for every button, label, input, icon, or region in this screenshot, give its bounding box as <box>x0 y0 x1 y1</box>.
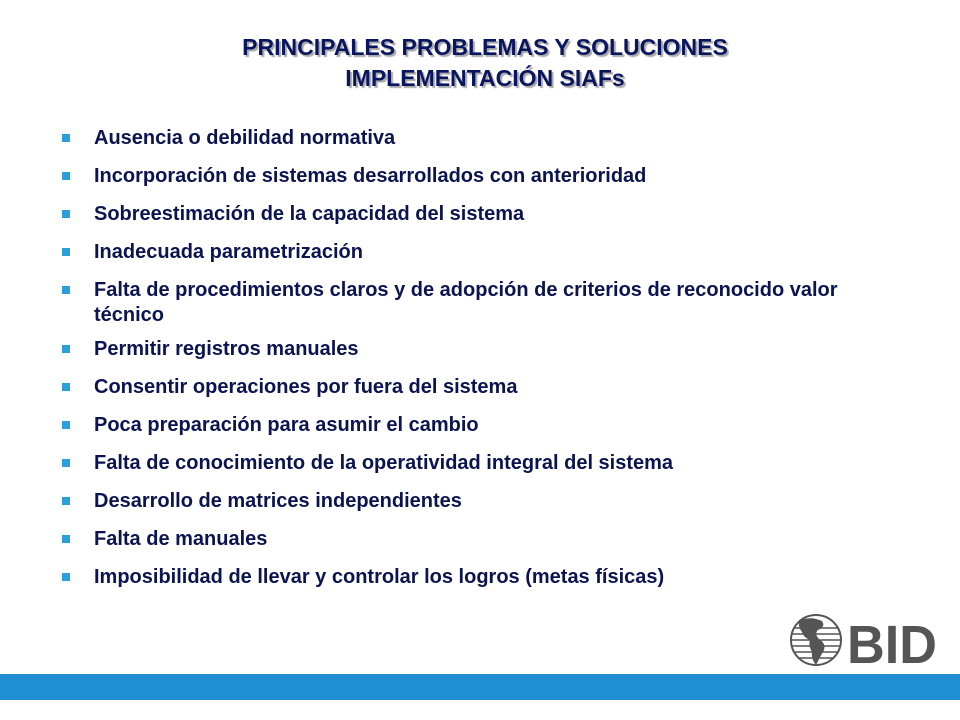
bullet-item <box>62 527 912 552</box>
square-bullet-icon <box>62 248 70 256</box>
bullet-text: Sobreestimación de la capacidad del sistema <box>94 203 525 225</box>
bullet-text: Falta de procedimientos claros y de adopción de criterios de reconocido valor técnico <box>94 279 838 326</box>
square-bullet-icon <box>62 421 70 429</box>
bullet-text: Inadecuada parametrización <box>94 241 363 263</box>
bid-logo <box>790 612 940 668</box>
logo-text: BID <box>847 615 937 668</box>
square-bullet-icon <box>62 497 70 505</box>
slide-title-line2: IMPLEMENTACIÓN SIAFs <box>345 65 625 91</box>
bottom-bar <box>0 674 960 700</box>
bullet-text: Poca preparación para asumir el cambio <box>94 414 479 436</box>
bullet-item <box>62 337 912 362</box>
bullet-item <box>62 240 912 265</box>
slide-title-line1: PRINCIPALES PROBLEMAS Y SOLUCIONES <box>242 34 728 60</box>
square-bullet-icon <box>62 172 70 180</box>
bullet-item <box>62 413 912 438</box>
square-bullet-icon <box>62 210 70 218</box>
bullet-text: Falta de manuales <box>94 528 268 550</box>
bullet-item <box>62 202 912 227</box>
bullet-text: Permitir registros manuales <box>94 338 359 360</box>
square-bullet-icon <box>62 286 70 294</box>
square-bullet-icon <box>62 134 70 142</box>
bullet-item <box>62 278 912 328</box>
bullet-item <box>62 489 912 514</box>
slide-title <box>0 32 960 94</box>
bullet-text: Incorporación de sistemas desarrollados con anterioridad <box>94 165 647 187</box>
bullet-text: Desarrollo de matrices independientes <box>94 490 462 512</box>
bullet-item <box>62 451 912 476</box>
bullet-item <box>62 375 912 400</box>
bullet-item <box>62 126 912 151</box>
square-bullet-icon <box>62 459 70 467</box>
square-bullet-icon <box>62 573 70 581</box>
globe-americas-icon <box>791 615 841 665</box>
bullet-text: Imposibilidad de llevar y controlar los logros (metas físicas) <box>94 566 665 588</box>
bullet-text: Consentir operaciones por fuera del sistema <box>94 376 518 398</box>
bullet-item <box>62 565 912 590</box>
square-bullet-icon <box>62 345 70 353</box>
square-bullet-icon <box>62 383 70 391</box>
bullet-list <box>62 126 912 603</box>
bullet-text: Falta de conocimiento de la operatividad integral del sistema <box>94 452 674 474</box>
bullet-item <box>62 164 912 189</box>
square-bullet-icon <box>62 535 70 543</box>
bullet-text: Ausencia o debilidad normativa <box>94 127 396 149</box>
